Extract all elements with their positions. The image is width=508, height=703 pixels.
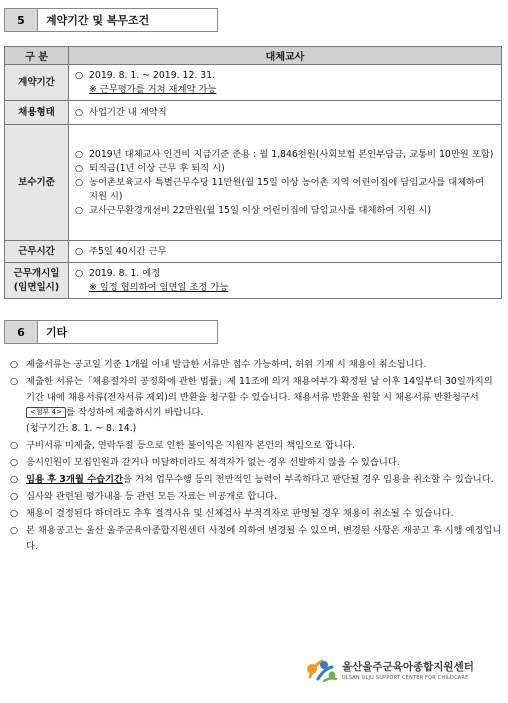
conditions-table	[4, 46, 502, 299]
list-item	[75, 281, 495, 295]
row-content	[69, 65, 502, 101]
item-note: ※ 근무평가를 거쳐 재계약 가능	[89, 83, 217, 95]
bullet-icon: ○	[10, 457, 19, 469]
list-item	[10, 523, 502, 554]
bullet-icon: ○	[10, 508, 19, 520]
item-text: 퇴직금(1년 이상 근무 후 퇴직 시)	[89, 162, 225, 174]
section-5-title: 계약기간 및 복무조건	[38, 8, 218, 32]
section-6-number: 6	[4, 320, 38, 344]
bullet-icon: ○	[10, 491, 19, 503]
list-item	[10, 438, 502, 454]
item-text: 응시인원이 모집인원과 같거나 미달하더라도 적격자가 없는 경우 선발하지 않을 수 있습니다.	[26, 457, 400, 469]
bullet-icon: ○	[75, 176, 84, 188]
item-note: ※ 일정 협의하여 임면일 조정 가능	[89, 281, 229, 293]
item-text	[26, 472, 502, 488]
row-label	[5, 263, 69, 299]
list-item	[75, 106, 495, 120]
bullet-icon: ○	[10, 376, 19, 388]
item-text-emphasis: 임용 후 3개월 수습기간	[26, 474, 124, 486]
list-item	[10, 472, 502, 488]
item-text: 사업기간 내 계약직	[89, 106, 167, 118]
item-text-part: 을 거쳐 업무수행 등의 전반적인 능력이 부족하다고 판단될 경우 임용을 취소할 수 있습니다.	[123, 474, 494, 486]
bullet-icon: ○	[10, 474, 19, 486]
item-text: 2019. 8. 1. ~ 2019. 12. 31.	[89, 69, 216, 81]
bullet-icon: ○	[75, 204, 84, 216]
item-text: 제출서류는 공고일 기준 1개월 이내 발급한 서류만 접수 가능하며, 허위 기재 시 채용이 취소됩니다.	[26, 359, 427, 370]
row-label-line2: (임면일시)	[13, 281, 60, 293]
bullet-icon: ○	[75, 267, 84, 279]
item-text-part: (청구기간: 8. 1. ~ 8. 14.)	[26, 422, 137, 434]
item-text: 2019년 대체교사 인건비 지급기준 준용 : 월 1,846천원(사회보험 본인부담금, 교통비 10만원 포함)	[89, 148, 494, 160]
list-item	[75, 148, 495, 162]
section-5-header	[4, 8, 218, 32]
bullet-icon: ○	[75, 69, 84, 81]
row-label: 계약기간	[5, 65, 69, 101]
bullet-icon: ○	[75, 245, 84, 257]
center-logo	[304, 655, 474, 685]
list-item	[75, 162, 495, 176]
item-text: 심사와 관련된 평가내용 등 관련 모든 자료는 비공개로 합니다.	[26, 491, 278, 503]
row-content	[69, 241, 502, 263]
childcare-logo-icon	[304, 655, 338, 685]
bullet-icon: ○	[75, 106, 84, 118]
list-item	[10, 374, 502, 436]
header-category: 구 분	[5, 47, 69, 65]
list-item	[10, 489, 502, 505]
item-text	[26, 374, 502, 436]
item-text: 교사근무환경개선비 22만원(월 15일 이상 어린이집에 담임교사를 대체하여 지원 시)	[89, 204, 431, 216]
list-item	[10, 506, 502, 522]
header-substitute-teacher: 대체교사	[69, 47, 502, 65]
row-label: 보수기준	[5, 125, 69, 241]
list-item	[10, 357, 502, 373]
table-row	[5, 65, 502, 101]
item-text: 채용이 결정된다 하더라도 추후 결격사유 및 신체검사 부적격자로 판명될 경우 채용이 취소될 수 있습니다.	[26, 508, 454, 520]
other-notes-list	[10, 357, 502, 556]
table-row	[5, 263, 502, 299]
item-text: 2019. 8. 1. 예정	[89, 267, 161, 279]
row-label: 근무시간	[5, 241, 69, 263]
section-6-title: 기타	[38, 320, 218, 344]
bullet-icon: ○	[75, 148, 84, 160]
row-content	[69, 125, 502, 241]
bullet-icon: ○	[75, 162, 84, 174]
item-text: 주5일 40시간 근무	[89, 245, 167, 257]
list-item	[75, 69, 495, 83]
list-item	[75, 176, 495, 204]
item-text-part: 제출한 서류는「채용절차의 공정화에 관한 법률」제 11조에 의거 채용여부가 확정된 날 이후 14일부터 30일까지의 기간 내에 채용서류(전자서류 제외)의 반환을 청구할 수 있습니다. 채용서류 반환을 원할 시 채용서류 반환청구서	[26, 376, 493, 403]
item-text-part: 를 작성하여 제출하시기 바랍니다.	[65, 407, 204, 419]
list-item	[75, 83, 495, 97]
table-header-row	[5, 47, 502, 65]
row-content	[69, 263, 502, 299]
item-text: 농어촌보육교사 특별근무수당 11만원(월 15일 이상 농어촌 지역 어린이집에 담임교사를 대체하여 지원 시)	[89, 176, 485, 202]
list-item	[75, 204, 495, 218]
table-row	[5, 101, 502, 125]
row-content	[69, 101, 502, 125]
bullet-icon: ○	[10, 439, 19, 451]
bullet-icon: ○	[10, 525, 19, 537]
logo-name-english: ULSAN ULJU SUPPORT CENTER FOR CHILDCARE	[342, 675, 469, 681]
table-row	[5, 125, 502, 241]
list-item	[10, 455, 502, 471]
row-label-line1: 근무개시일	[13, 267, 60, 279]
item-text: 구비서류 미제출, 연락두절 등으로 인한 불이익은 지원자 본인의 책임으로 합니다.	[26, 439, 355, 451]
section-6-header	[4, 320, 218, 344]
row-label: 채용형태	[5, 101, 69, 125]
attachment-tag: <첨부 4>	[26, 407, 66, 418]
list-item	[75, 245, 495, 259]
section-5-number: 5	[4, 8, 38, 32]
list-item	[75, 267, 495, 281]
item-text: 본 채용공고는 울산 울주군육아종합지원센터 사정에 의하여 변경될 수 있으며, 변경된 사항은 재공고 후 시행 예정입니다.	[26, 525, 502, 553]
table-row	[5, 241, 502, 263]
logo-name-korean: 울산울주군육아종합지원센터	[342, 661, 474, 673]
bullet-icon: ○	[10, 359, 19, 370]
